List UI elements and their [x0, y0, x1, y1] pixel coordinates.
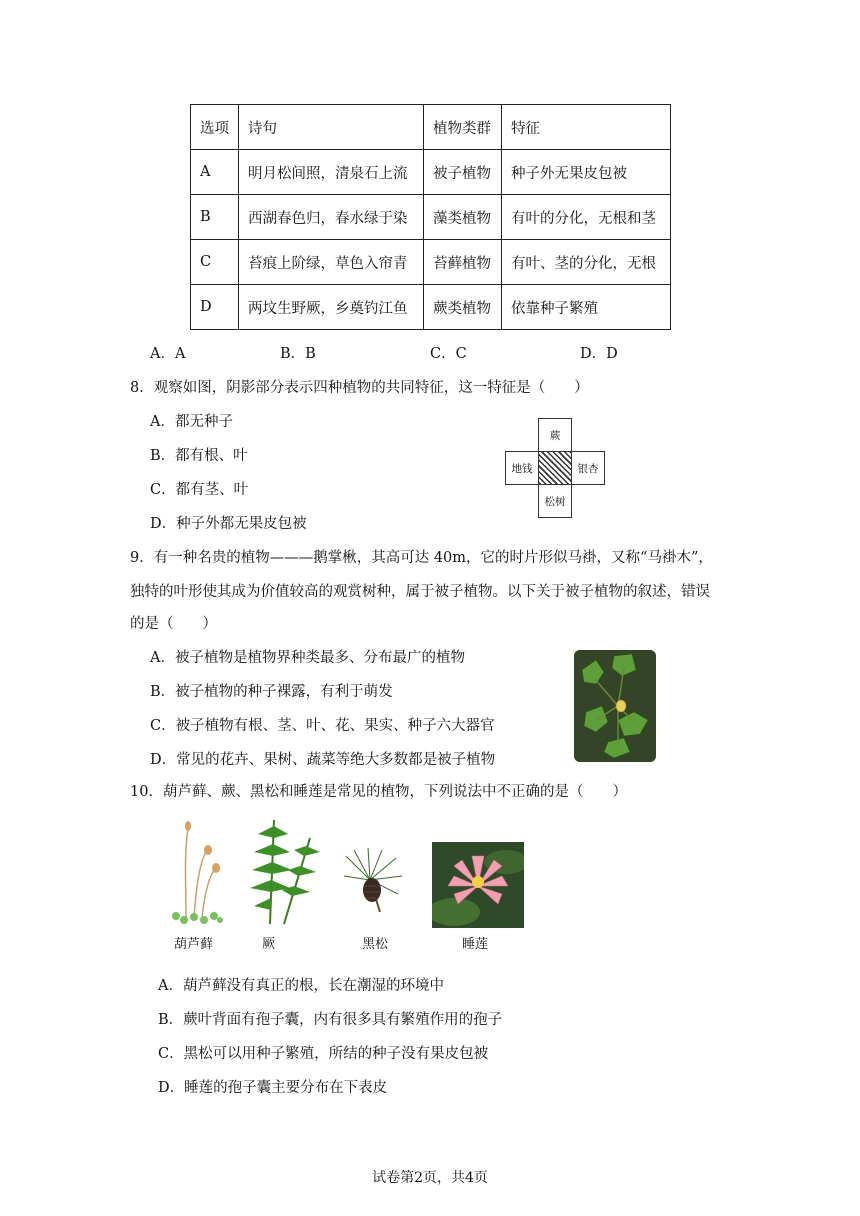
table-header: 诗句: [239, 105, 424, 150]
table-cell: 蕨类植物: [424, 285, 502, 330]
black-pine-image: [340, 846, 406, 916]
q10-option-d[interactable]: D．睡莲的孢子囊主要分布在下表皮: [158, 1080, 388, 1096]
table-cell: 被子植物: [424, 150, 502, 195]
q9-stem-line3: 的是（ ）: [130, 616, 217, 632]
table-cell: B: [191, 195, 239, 240]
table-row: [191, 150, 671, 195]
table-cell: C: [191, 240, 239, 285]
q10-option-b[interactable]: B．蕨叶背面有孢子囊，内有很多具有繁殖作用的孢子: [158, 1012, 503, 1028]
q9-option-b[interactable]: B．被子植物的种子裸露，有利于萌发: [150, 684, 393, 700]
q10-option-c[interactable]: C．黑松可以用种子繁殖，所结的种子没有果皮包被: [158, 1046, 489, 1062]
diagram-shaded-center: [538, 451, 572, 485]
black-pine-label: 黑松: [362, 937, 389, 952]
table-header: 选项: [191, 105, 239, 150]
table-cell: 西湖春色归，春水绿于染: [239, 195, 424, 240]
q7-option-b[interactable]: B．B: [280, 346, 316, 362]
table-cell: A: [191, 150, 239, 195]
table-cell: 有叶的分化，无根和茎: [502, 195, 671, 240]
table-row: [191, 240, 671, 285]
q8-option-d[interactable]: D．种子外都无果皮包被: [150, 516, 307, 532]
table-header: 特征: [502, 105, 671, 150]
table-cell: D: [191, 285, 239, 330]
q8-option-c[interactable]: C．都有茎、叶: [150, 482, 249, 498]
table-header: 植物类群: [424, 105, 502, 150]
table-cell: 苔痕上阶绿，草色入帘青: [239, 240, 424, 285]
plant-table: [190, 104, 671, 330]
diagram-cell-fern: 蕨: [538, 418, 572, 452]
q10-stem: 10．葫芦藓、蕨、黑松和睡莲是常见的植物，下列说法中不正确的是（ ）: [130, 784, 627, 800]
moss-label: 葫芦藓: [174, 937, 214, 952]
q7-option-a[interactable]: A．A: [150, 346, 186, 362]
q8-option-a[interactable]: A．都无种子: [150, 414, 233, 430]
q9-option-d[interactable]: D．常见的花卉、果树、蔬菜等绝大多数都是被子植物: [150, 752, 496, 768]
table-row: [191, 195, 671, 240]
fern-label: 厥: [262, 937, 276, 952]
table-header-row: [191, 105, 671, 150]
table-cell: 明月松间照，清泉石上流: [239, 150, 424, 195]
table-cell: 苔藓植物: [424, 240, 502, 285]
q7-option-c[interactable]: C．C: [430, 346, 467, 362]
page-footer: 试卷第2页，共4页: [372, 1170, 488, 1186]
table-cell: 依靠种子繁殖: [502, 285, 671, 330]
fern-image: [244, 816, 326, 928]
diagram-cell-pine: 松树: [538, 484, 572, 518]
q7-option-d[interactable]: D．D: [580, 346, 618, 362]
table-cell: 藻类植物: [424, 195, 502, 240]
q8-option-b[interactable]: B．都有根、叶: [150, 448, 248, 464]
table-cell: 两坟生野厥，乡奠钓江鱼: [239, 285, 424, 330]
water-lily-label: 睡莲: [462, 937, 489, 952]
q9-option-a[interactable]: A．被子植物是植物界种类最多、分布最广的植物: [150, 650, 465, 666]
table-row: [191, 285, 671, 330]
q8-stem: 8．观察如图，阴影部分表示四种植物的共同特征，这一特征是（ ）: [130, 380, 589, 396]
water-lily-image: [432, 842, 524, 928]
diagram-cell-liverwort: 地钱: [505, 451, 539, 485]
tulip-tree-photo: [574, 650, 656, 762]
diagram-cell-ginkgo: 银杏: [571, 451, 605, 485]
table-cell: 种子外无果皮包被: [502, 150, 671, 195]
q9-stem-line2: 独特的叶形使其成为价值较高的观赏树种，属于被子植物。以下关于被子植物的叙述，错误: [130, 584, 710, 600]
q9-stem-line1: 9．有一种名贵的植物———鹅掌楸，其高可达 40m，它的时片形似马褂，又称“马褂木”，: [130, 550, 713, 566]
moss-image: [166, 816, 228, 928]
table-cell: 有叶、茎的分化，无根: [502, 240, 671, 285]
q9-option-c[interactable]: C．被子植物有根、茎、叶、花、果实、种子六大器官: [150, 718, 495, 734]
q10-option-a[interactable]: A．葫芦藓没有真正的根，长在潮湿的环境中: [158, 978, 444, 994]
